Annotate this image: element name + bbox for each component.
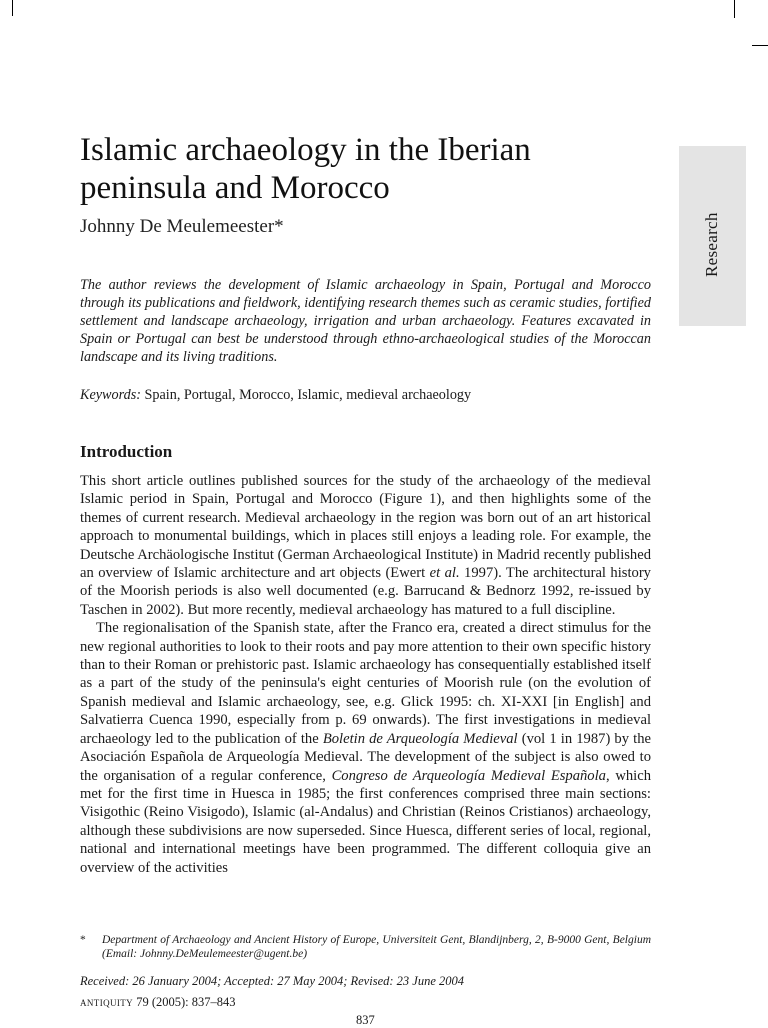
crop-mark-right [752,45,768,46]
introduction-body [80,472,651,877]
journal-name: antiquity [80,995,134,1009]
author-footnote [80,933,651,961]
keywords-list: Spain, Portugal, Morocco, Islamic, medieval archaeology [144,387,472,403]
journal-citation [80,995,236,1010]
crop-mark-top-left [12,0,13,16]
article-title: Islamic archaeology in the Iberian peninsula and Morocco [80,132,531,206]
footnote-mark: * [80,934,86,946]
section-tab-label: Research [702,212,721,277]
crop-mark-top-right [734,0,735,18]
keywords [80,386,651,404]
footnote-text: Department of Archaeology and Ancient History of Europe, Universiteit Gent, Blandijnberg, 2, B-9000 Gent, Belgium (Email: Johnny.DeMeulemeester@ugent.be) [102,934,651,960]
introduction-heading: Introduction [80,442,173,461]
paragraph-1: This short article outlines published sources for the study of the archaeology of the medieval Islamic period in Spain, Portugal and Morocco (Figure 1), and then highlights some of the themes of current research. Medieval archaeology in the region was born out of an art historical approach to monumental buildings, which in places still enjoys a leading role. For example, the Deutsche Archäologische Institut (German Archaeological Institute) in Madrid recently published an overview of Islamic architecture and art objects (Ewert et al. 1997). The architectural history of the Moorish periods is also well documented (e.g. Barrucand & Bednorz 1992, re-issued by Taschen in 2002). But more recently, medieval archaeology has matured to a full discipline. [80,473,651,618]
journal-volume-pages: 79 (2005): 837–843 [136,995,236,1009]
paragraph-2: The regionalisation of the Spanish state, after the Franco era, created a direct stimulus for the new regional authorities to look to their roots and pay more attention to their own specific history than to their Roman or prehistoric past. Islamic archaeology has consequentially established itself as a part of the study of the peninsula's eight centuries of Moorish rule (on the evolution of Spanish medieval and Islamic archaeology, see, e.g. Glick 1995: ch. XI-XXI [in English] and Salvatierra Cuenca 1990, especially from p. 69 onwards). The first investigations in medieval archaeology led to the publication of the Boletin de Arqueología Medieval (vol 1 in 1987) by the Asociación Española de Arqueología Medieval. The development of the subject is also owed to the organisation of a regular conference, Congreso de Arqueología Medieval Española, which met for the first time in Huesca in 1985; the first conferences comprised three main sections: Visigothic (Reino Visigodo), Islamic (al-Andalus) and Christian (Reinos Cristianos) archaeology, although these subdivisions are now superseded. Since Huesca, different series of local, regional, national and international meetings have been programmed. The different colloquia give an overview of the activities [80,620,651,876]
keywords-label: Keywords: [80,387,141,403]
article-author: Johnny De Meulemeester* [80,216,284,237]
page-number: 837 [356,1013,375,1027]
abstract: The author reviews the development of Islamic archaeology in Spain, Portugal and Morocco through its publications and fieldwork, identifying research themes such as ceramic studies, fortified settlement and landscape archaeology, irrigation and urban archaeology. Features excavated in Spain or Portugal can best be understood through ethno-archaeological studies of the Moroccan landscape and its living traditions. [80,277,651,365]
received-dates: Received: 26 January 2004; Accepted: 27 May 2004; Revised: 23 June 2004 [80,974,464,988]
